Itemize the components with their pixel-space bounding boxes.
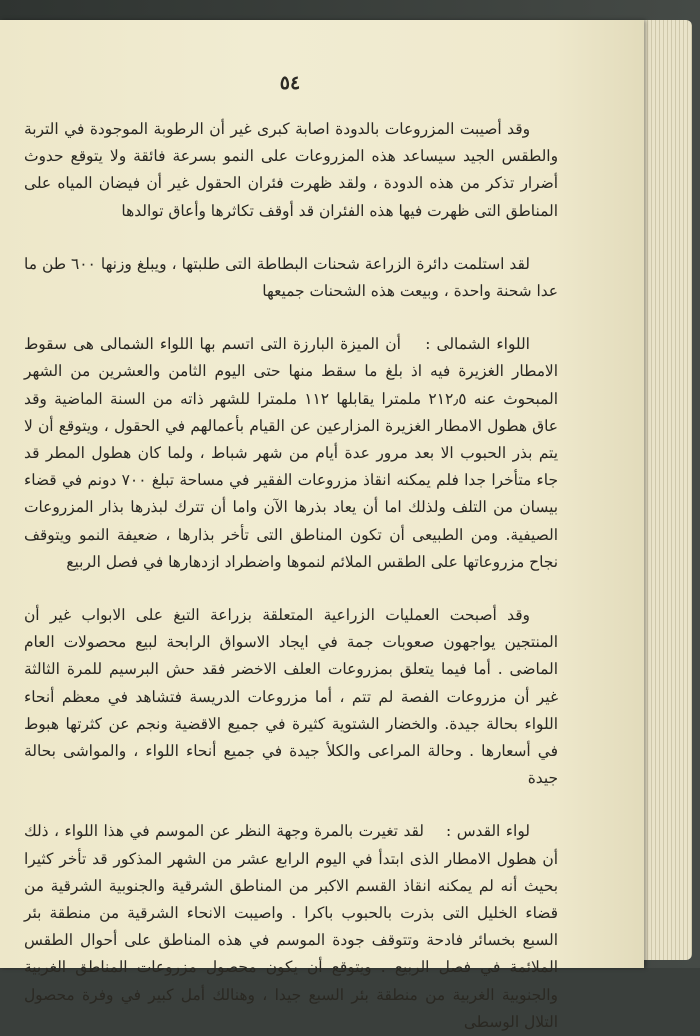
paragraph-text: لقد تغيرت بالمرة وجهة النظر عن الموسم في هذا اللواء ، ذلك أن هطول الامطار الذى ابتدأ في اليوم الرابع عشر من الشهر المذكور قد تأخر كثيرا بحيث أنه لم يمكنه انقاذ القسم الاكبر من المناطق الشرقية والجنوبية الشرقية من قضاء الخليل التى بذرت بالحبوب باكرا . واصيبت الانحاء الشرقية من منطقة بئر السبع بخسائر فادحة وتتوقف جودة الموسم في هذه المناطق على أحوال الطقس الملائمة في فصل الربيع . ويتوقع أن يكون محصول مزروعات المناطق الغربية والجنوبية الغربية من منطقة بئر السبع جيدا ، وهنالك أمل كبير في وفرة محصول التلال الوسطى: [24, 822, 558, 1031]
paragraph-jerusalem-district: [24, 818, 558, 1036]
paragraph-text: لقد استلمت دائرة الزراعة شحنات البطاطة التى طلبتها ، ويبلغ وزنها ٦٠٠ طن ما عدا شحنة واحدة ، وبيعت هذه الشحنات جميعها: [24, 254, 558, 301]
paragraph-potato-shipments: [24, 251, 558, 305]
paragraph-lead-jerusalem-district: لواء القدس :: [446, 822, 530, 841]
page-number: ٥٤: [279, 72, 301, 94]
paragraph-text: وقد أصبحت العمليات الزراعية المتعلقة بزراعة التبغ على الابواب غير أن المنتجين يواجهون صعوبات جمة في ايجاد الاسواق الرابحة لبيع محصولات العام الماضى . أما فيما يتعلق بمزروعات العلف الاخضر فقد حش البرسيم للمرة الثالثة غير أن مزروعات الفصة لم تتم ، أما مزروعات الدريسة فتشاهد في معظم أنحاء اللواء بحالة جيدة. والخضار الشتوية كثيرة في جميع الاقضية ونجم عن كثرتها هبوط في أسعارها . وحالة المراعى والكلأ جيدة في جميع أنحاء اللواء ، والمواشى بحالة جيدة: [24, 606, 558, 788]
paragraph-text: أن الميزة البارزة التى اتسم بها اللواء الشمالى هى سقوط الامطار الغزيرة فيه اذ بلغ ما سقط منها حتى اليوم الثامن والعشرين من الشهر المبحوث عنه ٢١٢٫٥ ملمترا يقابلها ١١٢ ملمترا للشهر ذاته من السنة الماضية وقد عاق هطول الامطار الغزيرة المزارعين عن القيام بأعمالهم في الحقول ، ويتوقع أن لا يتم بذر الحبوب الا بعد مرور عدة أيام من شهر شباط ، ولما كان هطول المطر قد جاء متأخرا جدا فلم يمكنه انقاذ مزروعات الفقير في مساحة تبلغ ٧٠٠ دونم في قضاء بيسان من التلف ولذلك اما أن يعاد بذرها الآن واما أن تترك لبذرها بذار المزروعات الصيفية. ومن الطبيعى أن تكون المناطق التى تأخر بذارها ، ضعيفة النمو ويتوقف نجاح مزروعاتها على الطقس الملائم لنموها واضطراد ازدهارها في فصل الربيع: [24, 335, 558, 571]
book-page-edges: [644, 20, 692, 960]
paragraph-crop-worm: [24, 116, 558, 225]
paragraph-tobacco-fodder: [24, 602, 558, 792]
paragraph-northern-district: [24, 331, 558, 576]
paragraph-text: وقد أصيبت المزروعات بالدودة اصابة كبرى غير أن الرطوبة الموجودة في التربة والطقس الجيد سيساعد هذه المزروعات على النمو بسرعة فائقة ولا يتوقع حدوث أضرار تذكر من هذه الدودة ، ولقد ظهرت فئران الحقول غير أن فيضان المياه على المناطق التى ظهرت فيها هذه الفئران قد أوقف تكاثرها وأعاق توالدها: [24, 120, 558, 220]
page-body: [24, 116, 558, 1036]
book-page: [0, 20, 644, 1031]
paragraph-lead-northern-district: اللواء الشمالى :: [425, 335, 530, 354]
